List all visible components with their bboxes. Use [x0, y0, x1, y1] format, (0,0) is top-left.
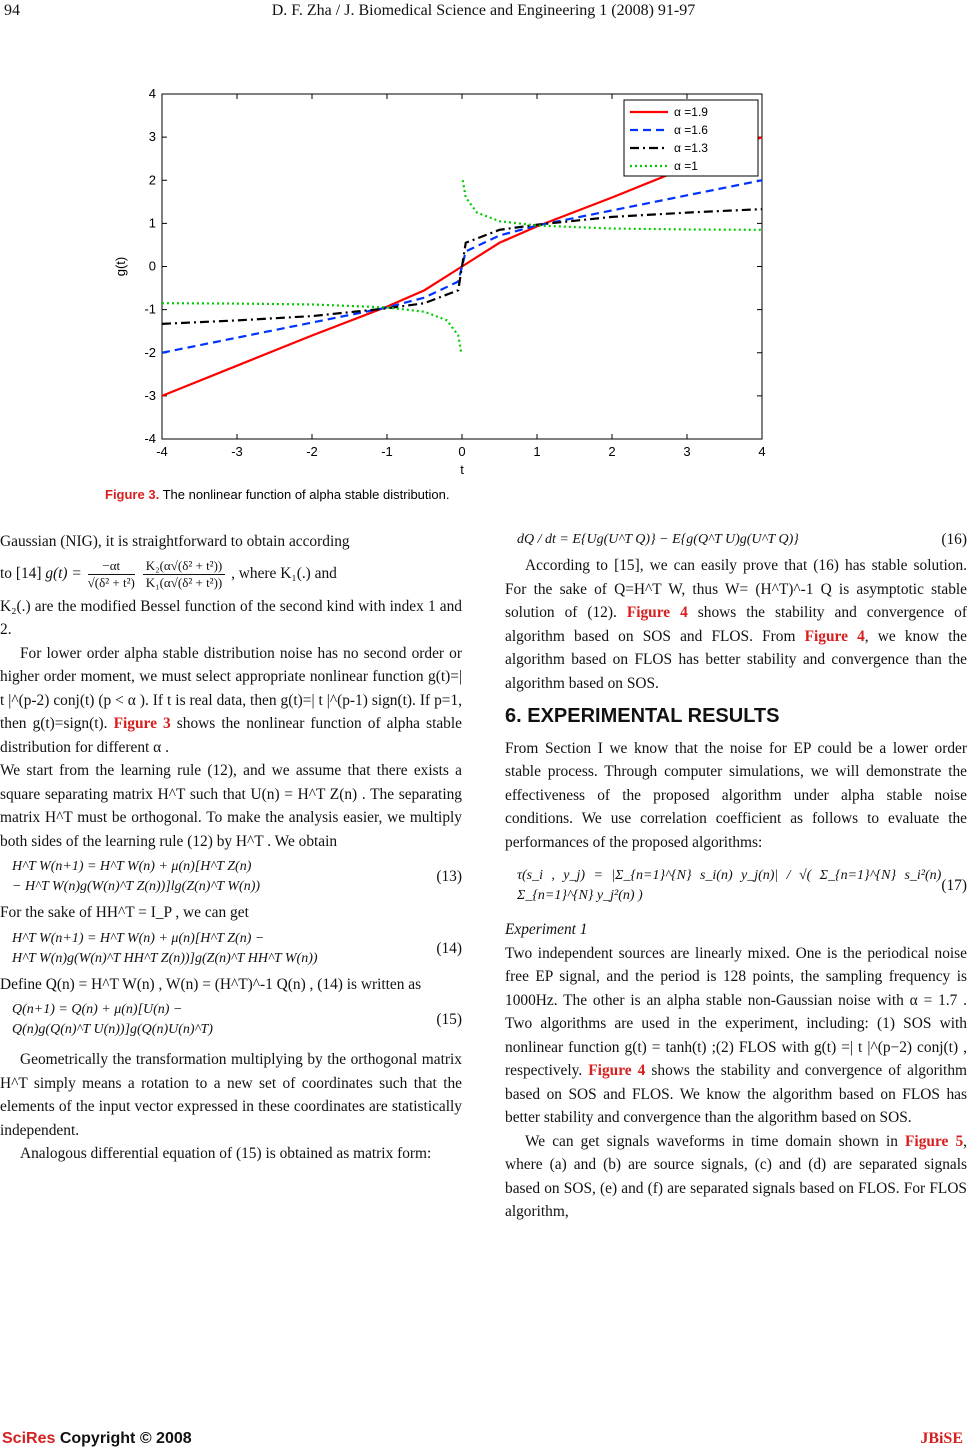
right-column	[505, 530, 967, 1224]
text: We can get signals waveforms in time domain shown in	[525, 1132, 898, 1150]
caption-label: Figure 3.	[105, 487, 160, 502]
text: According to [15], we can easily prove that (16) has stable solution. For the sake of Q=H^T W, thus W= (H^T)^-1 Q is asymptotic stable solution of (12).	[505, 557, 967, 621]
section-heading: 6. EXPERIMENTAL RESULTS	[505, 705, 780, 727]
y-tick-label: 1	[148, 215, 156, 231]
text: shows the stability and convergence of algorithm based on SOS and FLOS. From	[505, 604, 967, 645]
copyright	[2, 1430, 192, 1448]
publisher: SciRes	[2, 1430, 56, 1447]
x-tick-label: 1	[533, 444, 541, 459]
figure-link[interactable]: Figure 4	[588, 1062, 646, 1079]
paragraph: Define Q(n) = H^T W(n) , W(n) = (H^T)^-1 Q(n) , (14) is written as	[0, 975, 422, 993]
paragraph: We start from the learning rule (12), and we assume that there exists a square separating matrix H^T such that U(n) = H^T Z(n) . The separating matrix H^T must be orthogonal. To make the analysis easier, we multiply both sides of the learning rule (12) by H^T . We obtain	[0, 762, 462, 850]
paragraph: Analogous differential equation of (15) is obtained as matrix form:	[20, 1145, 432, 1162]
figure-3-chart	[105, 84, 785, 484]
eq-lhs: g(t) =	[45, 564, 82, 582]
eq-line: − H^T W(n)g(W(n)^T Z(n))]lg(Z(n)^T W(n))	[12, 879, 261, 894]
fraction	[143, 558, 226, 591]
text: shows the stability and convergence of algorithm based on SOS and FLOS. We know the algorithm based on FLOS has better stability and convergence than the algorithm based on SOS.	[505, 1062, 967, 1126]
caption-text: The nonlinear function of alpha stable distribution.	[162, 487, 450, 502]
numerator: −αt	[88, 558, 135, 575]
x-tick-label: 2	[608, 444, 616, 459]
journal-name: JBiSE	[920, 1430, 963, 1447]
paragraph: K₂(.) are the modified Bessel function of the second kind with index 1 and 2.	[0, 597, 462, 638]
equation-16	[505, 530, 967, 550]
text: , where K₁(.) and	[231, 564, 337, 582]
figure-link[interactable]: Figure 5	[905, 1132, 964, 1150]
x-tick-label: -2	[306, 444, 318, 459]
y-tick-label: 3	[148, 129, 156, 145]
legend-label: α =1.3	[674, 141, 708, 155]
copyright-text: Copyright © 2008	[55, 1430, 192, 1447]
eq-number: (16)	[941, 531, 967, 548]
eq-number: (14)	[436, 939, 462, 957]
x-axis-label: t	[460, 462, 464, 477]
eq-line: Q(n+1) = Q(n) + μ(n)[U(n) −	[12, 1002, 183, 1017]
paragraph: Geometrically the transformation multiplying by the orthogonal matrix H^T simply means a rotation to a new set of coordinates such that the elements of the input vector expressed in these coordinates are statistically independent.	[0, 1051, 462, 1139]
text: shows the nonlinear function of alpha stable distribution for different α .	[0, 715, 462, 756]
y-tick-label: -2	[144, 344, 156, 360]
eq-line: τ(s_i , y_j) = |Σ_{n=1}^{N} s_i(n) y_j(n)| / √( Σ_{n=1}^{N} s_i²(n) Σ_{n=1}^{N} y_j²(n) )	[517, 868, 942, 903]
fraction	[88, 558, 135, 591]
legend-label: α =1.9	[674, 105, 708, 119]
page-header	[0, 0, 967, 24]
figure-link[interactable]: Figure 4	[626, 604, 688, 621]
eq-line: H^T W(n+1) = H^T W(n) + μ(n)[H^T Z(n)	[12, 859, 252, 874]
x-tick-label: -1	[381, 444, 393, 459]
eq-number: (17)	[941, 877, 967, 894]
y-tick-label: 2	[148, 172, 156, 188]
y-tick-label: -1	[144, 301, 156, 317]
eq-number: (15)	[436, 1011, 462, 1028]
equation-15	[0, 1000, 462, 1040]
text: Two independent sources are linearly mixed. One is the periodical noise free EP signal, and the period is 128 points, the sampling frequency is 1000Hz. The other is an alpha stable non-Gaussian noise with α = 1.7 . Two algorithms are used in the experiment, including: (1) SOS with nonlinear function g(t) = tanh(t) ;(2) FLOS with g(t) =| t |^(p−2) conj(t) , respectively.	[505, 944, 967, 1079]
eq-line: H^T W(n)g(W(n)^T HH^T Z(n))]g(Z(n)^T HH^T W(n))	[12, 950, 318, 966]
equation-14	[0, 929, 462, 969]
page-number: 94	[4, 2, 20, 19]
running-title: D. F. Zha / J. Biomedical Science and Engineering 1 (2008) 91-97	[271, 2, 696, 19]
denominator: √(δ² + t²)	[87, 574, 135, 590]
experiment-heading: Experiment 1	[505, 921, 588, 938]
x-tick-label: -3	[231, 444, 243, 459]
paragraph	[505, 1130, 967, 1224]
equation-17	[505, 866, 967, 906]
legend-label: α =1	[674, 159, 698, 173]
eq-line: Q(n)g(Q(n)^T U(n))]g(Q(n)U(n)^T)	[12, 1022, 213, 1037]
eq-line: dQ / dt = E{Ug(U^T Q)} − E{g(Q^T U)g(U^T Q)}	[517, 532, 799, 547]
bessel-line	[0, 558, 462, 591]
left-column	[0, 530, 462, 1166]
figure-link[interactable]: Figure 3	[113, 715, 171, 732]
paragraph	[0, 642, 462, 760]
page-footer	[0, 1430, 967, 1452]
numerator: K₂(α√(δ² + t²))	[143, 558, 226, 575]
figure-link[interactable]: Figure 4	[804, 627, 865, 645]
x-tick-label: 3	[683, 444, 691, 459]
y-tick-label: 0	[148, 258, 156, 274]
x-tick-label: -4	[156, 444, 168, 459]
legend-label: α =1.6	[674, 123, 708, 137]
y-tick-label: -3	[144, 387, 156, 403]
x-tick-label: 4	[758, 444, 766, 459]
y-tick-label: 4	[148, 86, 156, 101]
x-tick-label: 0	[458, 444, 466, 459]
text: , where (a) and (b) are source signals, (c) and (d) are separated signals based on SOS, (e) and (f) are separated signals based on FLOS. For FLOS algorithm,	[505, 1132, 967, 1220]
text: For lower order alpha stable distribution noise has no second order or higher order moment, we must select appropriate nonlinear function g(t)=| t |^(p-2) conj(t) (p < α ). If t is real data, then g(t)=| t |^(p-1) sign(t). If p=1, then g(t)=sign(t).	[0, 644, 462, 732]
denominator: K₁(α√(δ² + t²))	[145, 574, 223, 590]
equation-13	[0, 857, 462, 897]
text: , we know the algorithm based on FLOS has better stability and convergence than the algorithm based on SOS.	[505, 627, 967, 692]
paragraph: From Section I we know that the noise for EP could be a lower order stable process. Through computer simulations, we will demonstrate the effectiveness of the proposed algorithm under alpha stable noise conditions. We use correlation coefficient as follows to evaluate the performances of the proposed algorithms:	[505, 739, 967, 851]
y-axis-label: g(t)	[113, 256, 128, 277]
eq-number: (13)	[436, 868, 462, 885]
paragraph	[505, 942, 967, 1130]
text: to [14]	[0, 564, 42, 582]
eq-line: H^T W(n+1) = H^T W(n) + μ(n)[H^T Z(n) −	[12, 930, 265, 946]
figure-caption	[105, 487, 450, 502]
paragraph: Gaussian (NIG), it is straightforward to obtain according	[0, 533, 350, 550]
paragraph: For the sake of HH^T = I_P , we can get	[0, 904, 249, 921]
paragraph	[505, 554, 967, 695]
y-tick-label: -4	[144, 431, 156, 446]
